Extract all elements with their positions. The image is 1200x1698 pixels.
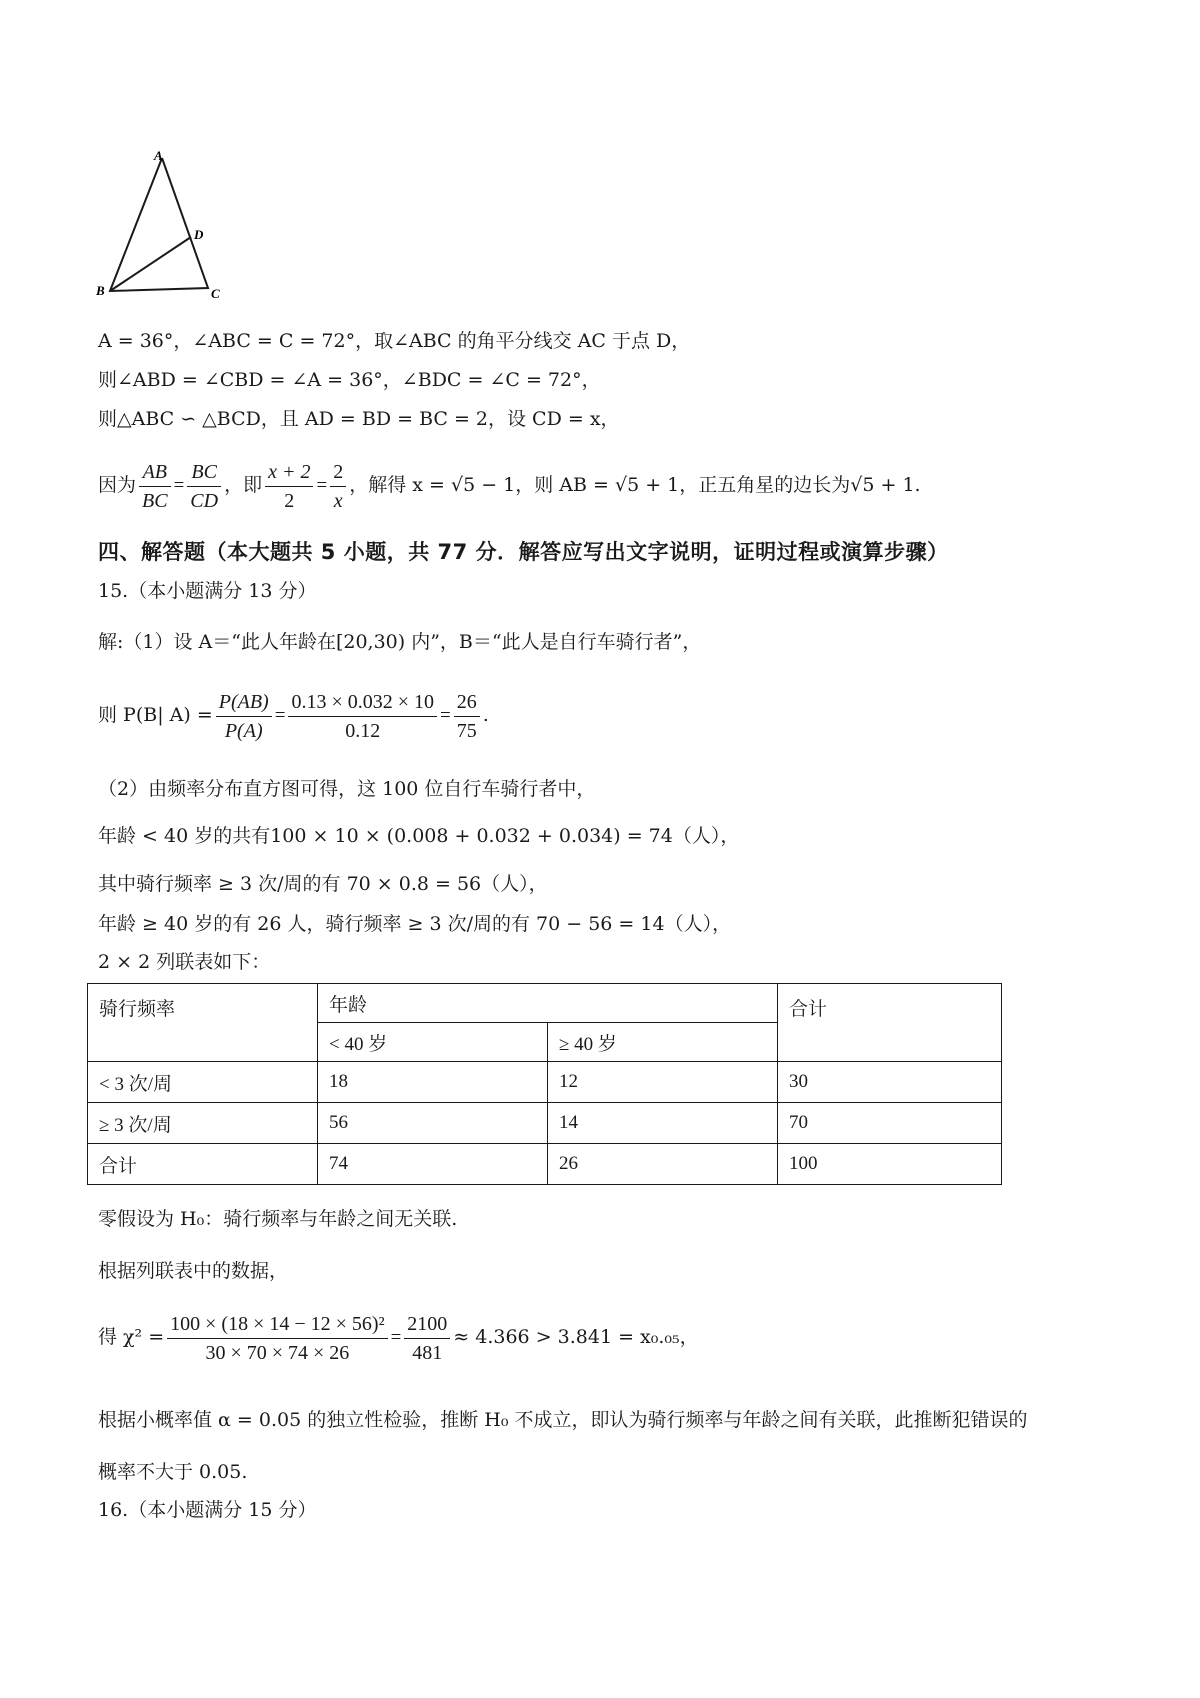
equation-line (98, 1306, 699, 1369)
section-heading: 四、解答题（本大题共 5 小题，共 77 分．解答应写出文字说明，证明过程或演算步骤） (98, 540, 949, 564)
text-span: ，解得 x = √5 − 1，则 AB = √5 + 1，正五角星的边长为√5 + 1. (349, 474, 921, 496)
text-span: ≈ 4.366 > 3.841 = x₀.₀₅， (453, 1326, 699, 1348)
text-line: 其中骑行频率 ≥ 3 次/周的有 70 × 0.8 = 56（人）， (98, 873, 548, 895)
text-line: 2 × 2 列联表如下： (98, 951, 271, 973)
text-line: 零假设为 H₀：骑行频率与年龄之间无关联. (98, 1208, 458, 1230)
vertex-a-label: A (154, 148, 163, 163)
equals-sign: = (316, 475, 328, 496)
table-row (88, 984, 1002, 1023)
numerator: 26 (454, 690, 480, 717)
text-span: 则 P(B| A) = (98, 704, 213, 726)
numerator: 0.13 × 0.032 × 10 (288, 690, 437, 717)
denominator: 0.12 (345, 719, 381, 742)
text-line: A = 36°，∠ABC = C = 72°，取∠ABC 的角平分线交 AC 于点 D， (98, 330, 691, 352)
text-span: 得 χ² = (98, 1326, 165, 1348)
denominator: BC (142, 489, 168, 512)
equals-sign: = (440, 705, 451, 726)
contingency-table (87, 983, 1002, 1185)
text-span: ，即 (224, 474, 263, 496)
table-header-cell: ≥ 40 岁 (548, 1023, 778, 1062)
table-cell: 12 (548, 1062, 778, 1103)
numerator: 2100 (404, 1312, 450, 1339)
table-header-cell: 骑行频率 (88, 984, 318, 1062)
denominator: P(A) (224, 719, 263, 742)
denominator: 75 (456, 719, 477, 742)
fraction (288, 690, 437, 743)
fraction (404, 1312, 450, 1365)
equals-sign: = (390, 1327, 402, 1348)
text-line: 概率不大于 0.05. (98, 1461, 248, 1483)
denominator: CD (190, 489, 219, 512)
table-cell: 56 (318, 1103, 548, 1144)
table-cell: 70 (778, 1103, 1002, 1144)
equation-line (98, 455, 921, 516)
table-cell: < 3 次/周 (88, 1062, 318, 1103)
table-row (88, 1103, 1002, 1144)
text-line: 年龄 ≥ 40 岁的有 26 人，骑行频率 ≥ 3 次/周的有 70 − 56 = 14（人）， (98, 913, 732, 935)
fraction (187, 460, 221, 513)
text-line: 解:（1）设 A＝“此人年龄在[20,30) 内”，B＝“此人是自行车骑行者”， (98, 631, 702, 653)
vertex-c-label: C (211, 286, 220, 301)
text-line: （2）由频率分布直方图可得，这 100 位自行车骑行者中， (98, 778, 596, 800)
triangle-figure (95, 148, 225, 303)
fraction (139, 460, 171, 513)
equals-sign: = (274, 705, 286, 726)
equation-line (98, 685, 489, 746)
fraction (216, 690, 272, 743)
numerator: 100 × (18 × 14 − 12 × 56)² (167, 1312, 387, 1339)
equals-sign: = (173, 475, 185, 496)
vertex-b-label: B (96, 283, 105, 298)
numerator: x + 2 (265, 460, 313, 487)
table-cell: 26 (548, 1144, 778, 1185)
text-line: 年龄 < 40 岁的共有100 × 10 × (0.008 + 0.032 + 0.034) = 74（人）， (98, 825, 740, 847)
numerator: P(AB) (216, 690, 272, 717)
triangle-edges (110, 158, 208, 291)
table-header-cell: 合计 (778, 984, 1002, 1062)
text-line: 根据列联表中的数据， (98, 1260, 289, 1282)
bisector-bd (110, 237, 191, 291)
table-cell: 100 (778, 1144, 1002, 1185)
table-cell: 74 (318, 1144, 548, 1185)
question-number: 15.（本小题满分 13 分） (98, 580, 317, 602)
table-cell: 30 (778, 1062, 1002, 1103)
table-row (88, 1144, 1002, 1185)
table-cell: ≥ 3 次/周 (88, 1103, 318, 1144)
text-span: . (482, 704, 489, 726)
table-cell: 合计 (88, 1144, 318, 1185)
numerator: 2 (330, 460, 346, 487)
denominator: 2 (284, 489, 295, 512)
table-cell: 18 (318, 1062, 548, 1103)
table-cell: 14 (548, 1103, 778, 1144)
text-line: 根据小概率值 α = 0.05 的独立性检验，推断 H₀ 不成立，即认为骑行频率与年龄之间有关联，此推断犯错误的 (98, 1409, 1028, 1431)
table-header-cell: 年龄 (318, 984, 778, 1023)
vertex-d-label: D (194, 227, 204, 242)
numerator: AB (139, 460, 171, 487)
table-row (88, 1062, 1002, 1103)
numerator: BC (187, 460, 221, 487)
text-span: 因为 (98, 474, 137, 496)
table-header-cell: < 40 岁 (318, 1023, 548, 1062)
denominator: 481 (412, 1341, 443, 1364)
question-number: 16.（本小题满分 15 分） (98, 1499, 317, 1521)
fraction (167, 1312, 387, 1365)
fraction (330, 460, 346, 513)
denominator: 30 × 70 × 74 × 26 (205, 1341, 350, 1364)
fraction (454, 690, 480, 743)
text-line: 则∠ABD = ∠CBD = ∠A = 36°，∠BDC = ∠C = 72°， (98, 369, 601, 391)
denominator: x (333, 489, 343, 512)
fraction (265, 460, 313, 513)
text-line: 则△ABC ∽ △BCD，且 AD = BD = BC = 2，设 CD = x， (98, 408, 620, 430)
